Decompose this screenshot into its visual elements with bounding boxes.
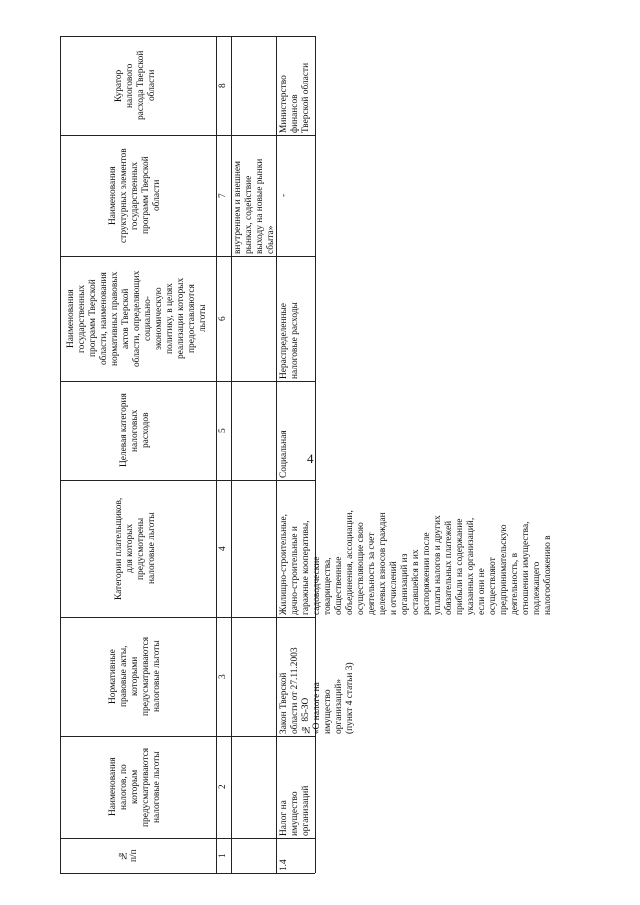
header-legal-act: Нормативные правовые акты, которыми предусматриваются налоговые льготы <box>108 636 162 717</box>
header-payer-categories: Категории плательщиков, для которых предусмотрены налоговые льготы <box>114 497 157 600</box>
row-state-programs: Нераспределенные налоговые расходы <box>279 302 300 379</box>
page-number: 4 <box>307 451 314 466</box>
column-number-6: 6 <box>218 316 228 321</box>
column-number-8: 8 <box>218 83 228 88</box>
header-structural-elements: Наименования структурных элементов государственных программ Тверской области <box>108 148 162 243</box>
row-legal-act: Закон Тверской области от 27.11.2003 № 85-ЗО «О налоге на имущество организаций» (пункт 4 статьи 3) <box>279 647 355 734</box>
continuation-structural-elements: внутреннем и внешнем рынках, содействие выходу на новые рынки сбыта» <box>233 158 276 254</box>
column-number-2: 2 <box>218 784 228 790</box>
column-number-5: 5 <box>218 428 228 433</box>
column-number-3: 3 <box>218 674 228 679</box>
header-target-category: Целевая категория налоговых расходов <box>119 393 151 468</box>
column-number-7: 7 <box>218 193 228 198</box>
header-tax-name: Наименования налогов, по которым предусматриваются налоговые льготы <box>108 747 162 827</box>
row-payer-categories: Жилищно-строительные, дачно-строительные и гаражные кооперативы, садоводческие товарищества, общественные объединения, ассоциации, осуществляющие свою деятельность за счет целевых взносов граждан и отчислений организаций из оставшейся в их распоряжении после уплаты налогов и других обязательных платежей прибыли на содержание указанных организаций, если они не осуществляют предпринимательскую деятельность, в отношении имущества, подлежащего налогообложению в <box>279 510 553 615</box>
column-number-4: 4 <box>218 546 228 551</box>
row-structural-elements: - <box>279 193 289 198</box>
header-curator: Куратор налогового расхода Тверской области <box>114 50 157 121</box>
row-number: 1.4 <box>279 859 289 871</box>
row-target-category: Социальная <box>279 430 289 478</box>
row-tax-name: Налог на имущество организаций <box>279 785 311 836</box>
header-number: № п/п <box>118 849 139 862</box>
header-state-programs: Наименования государственных программ Тверской области, наименования нормативных правовых актов Тверской области, определяющих социально- экономическую политику, в целях реализации которых предоставляются льготы <box>66 270 208 367</box>
row-curator: Министерство финансов Тверской области <box>279 62 311 133</box>
column-number-1: 1 <box>218 853 228 858</box>
